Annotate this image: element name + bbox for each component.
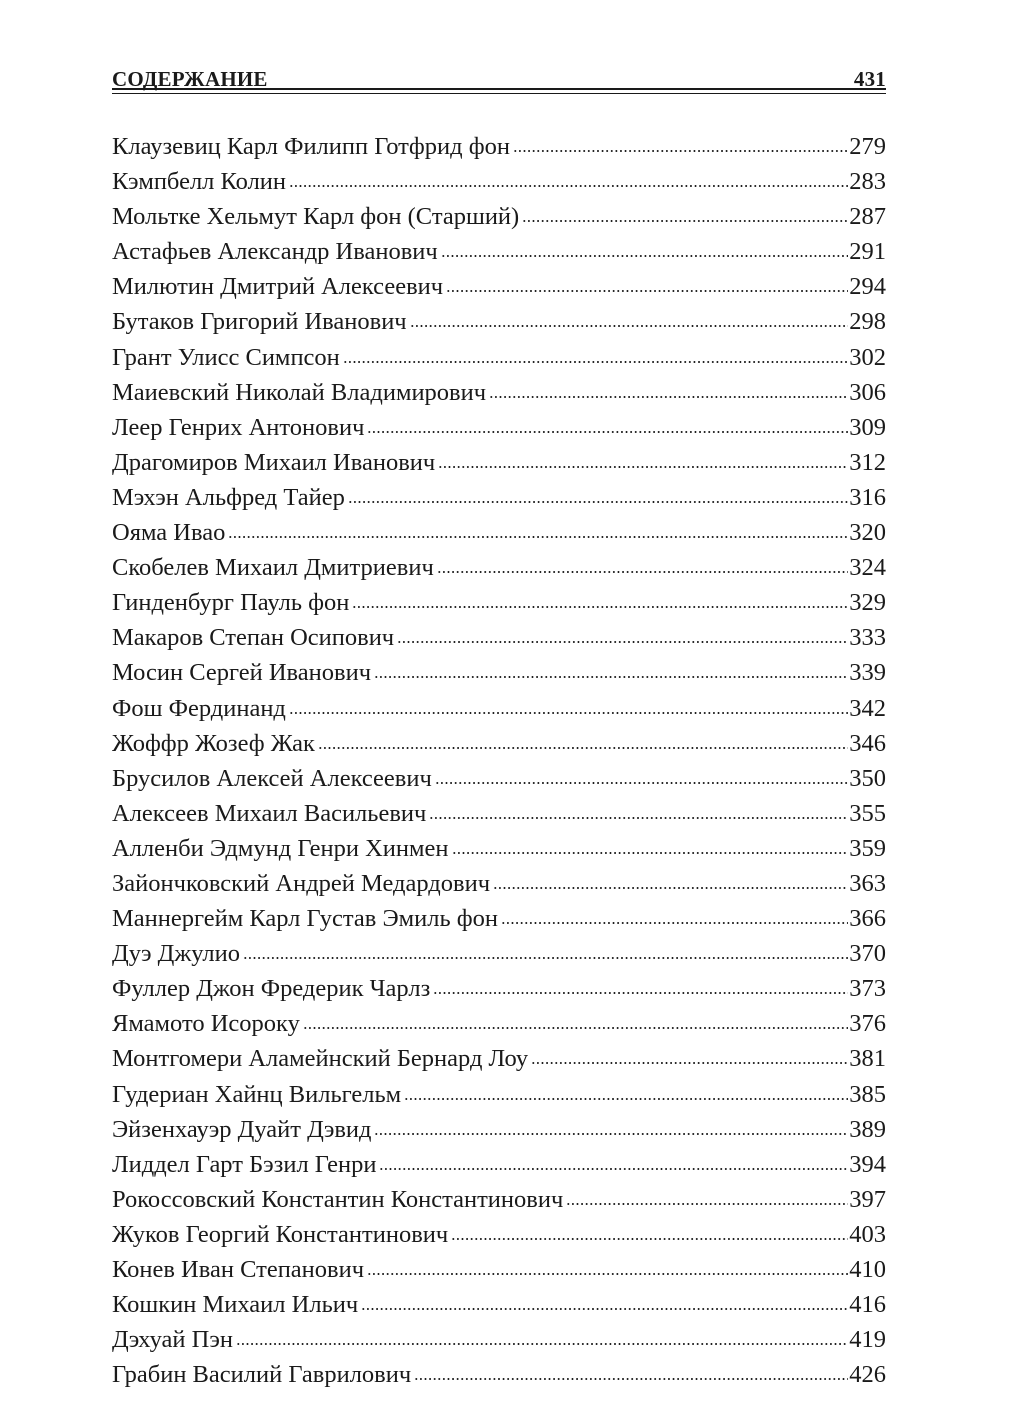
toc-entry-page: 363 <box>849 869 886 897</box>
toc-entry-title: Астафьев Александр Иванович <box>112 238 438 266</box>
toc-entry-page: 373 <box>849 975 886 1003</box>
toc-entry-page: 339 <box>849 659 886 687</box>
toc-entry-page: 298 <box>849 308 886 336</box>
toc-entry-page: 279 <box>849 133 886 160</box>
toc-dot-leader <box>449 1222 848 1242</box>
toc-entry-title: Эйзенхауэр Дуайт Дэвид <box>112 1115 372 1143</box>
toc-entry-page: 359 <box>849 834 886 862</box>
toc-entry-page: 370 <box>849 940 886 968</box>
toc-entry-title: Грабин Василий Гаврилович <box>112 1361 412 1389</box>
toc-entry <box>112 1252 886 1287</box>
toc-dot-leader <box>316 731 848 751</box>
toc-entry-page: 342 <box>849 694 886 722</box>
toc-dot-leader <box>439 239 849 259</box>
toc-dot-leader <box>341 345 848 365</box>
toc-entry-page: 333 <box>849 624 886 652</box>
toc-entry-page: 316 <box>849 483 886 511</box>
toc-entry-title: Кэмпбелл Колин <box>112 168 287 196</box>
toc-entry-title: Клаузевиц Карл Филипп Готфрид фон <box>112 133 510 160</box>
toc-entry-title: Дэхуай Пэн <box>112 1326 233 1354</box>
toc-entry-page: 385 <box>849 1080 886 1108</box>
toc-dot-leader <box>435 555 848 575</box>
toc-entry-page: 346 <box>849 729 886 757</box>
toc-entry <box>112 1077 886 1112</box>
toc-entry <box>112 901 886 936</box>
toc-dot-leader <box>487 380 848 400</box>
toc-dot-leader <box>408 309 849 329</box>
toc-entry <box>112 550 886 585</box>
toc-entry-page: 419 <box>849 1326 886 1354</box>
toc-entry-title: Жоффр Жозеф Жак <box>112 729 315 757</box>
toc-entry-title: Фуллер Джон Фредерик Чарлз <box>112 975 431 1003</box>
toc-entry-title: Кошкин Михаил Ильич <box>112 1291 359 1319</box>
toc-dot-leader <box>436 450 848 470</box>
toc-entry <box>112 936 886 971</box>
toc-entry <box>112 1147 886 1182</box>
toc-entry-page: 381 <box>849 1045 886 1073</box>
toc-entry-page: 410 <box>849 1256 886 1283</box>
toc-entry-title: Милютин Дмитрий Алексеевич <box>112 273 444 301</box>
toc-entry-page: 366 <box>849 905 886 933</box>
toc-entry <box>112 164 886 199</box>
toc-entry-page: 416 <box>849 1291 886 1319</box>
toc-entry <box>112 340 886 375</box>
toc-entry-page: 291 <box>849 238 886 266</box>
toc-dot-leader <box>395 625 848 645</box>
toc-entry-page: 306 <box>849 378 886 406</box>
toc-dot-leader <box>372 660 848 680</box>
toc-entry-title: Гудериан Хайнц Вильгельм <box>112 1080 402 1108</box>
toc-dot-leader <box>412 1362 848 1382</box>
toc-entry <box>112 831 886 866</box>
toc-entry-title: Мосин Сергей Иванович <box>112 659 372 687</box>
toc-dot-leader <box>234 1327 848 1347</box>
toc-entry-title: Грант Улисс Симпсон <box>112 343 340 371</box>
section-title: СОДЕРЖАНИЕ <box>112 67 268 91</box>
toc-entry-title: Ояма Ивао <box>112 519 226 547</box>
toc-entry-title: Маннергейм Карл Густав Эмиль фон <box>112 905 498 933</box>
toc-dot-leader <box>520 204 848 224</box>
toc-entry-title: Зайончковский Андрей Медардович <box>112 869 491 897</box>
toc-entry-page: 350 <box>849 764 886 792</box>
toc-dot-leader <box>365 415 848 435</box>
toc-dot-leader <box>444 274 848 294</box>
toc-entry <box>112 515 886 550</box>
toc-entry <box>112 445 886 480</box>
toc-dot-leader <box>365 1257 848 1277</box>
toc-entry-title: Макаров Степан Осипович <box>112 624 395 652</box>
toc-entry-page: 355 <box>849 799 886 827</box>
toc-dot-leader <box>511 134 848 154</box>
toc-entry <box>112 1217 886 1252</box>
toc-entry <box>112 480 886 515</box>
toc-entry-title: Рокоссовский Константин Константинович <box>112 1185 564 1213</box>
toc-entry <box>112 1182 886 1217</box>
toc-dot-leader <box>377 1152 848 1172</box>
toc-entry-title: Брусилов Алексей Алексеевич <box>112 764 432 792</box>
toc-dot-leader <box>564 1187 848 1207</box>
toc-entry-page: 389 <box>849 1115 886 1143</box>
toc-entry-page: 394 <box>849 1150 886 1178</box>
toc-dot-leader <box>491 871 848 891</box>
toc-entry-title: Мэхэн Альфред Тайер <box>112 483 345 511</box>
toc-entry <box>112 620 886 655</box>
toc-entry-title: Драгомиров Михаил Иванович <box>112 448 436 476</box>
toc-entry <box>112 1287 886 1322</box>
toc-entry-page: 302 <box>849 343 886 371</box>
toc-entry-title: Монтгомери Аламейнский Бернард Лоу <box>112 1045 529 1073</box>
toc-entry-page: 376 <box>849 1010 886 1038</box>
toc-dot-leader <box>499 906 848 926</box>
toc-dot-leader <box>431 976 848 996</box>
toc-dot-leader <box>372 1117 848 1137</box>
toc-entry <box>112 726 886 761</box>
toc-entry-page: 287 <box>849 203 886 231</box>
toc-entry <box>112 796 886 831</box>
toc-entry-title: Мольтке Хельмут Карл фон (Старший) <box>112 203 520 231</box>
toc-dot-leader <box>241 941 848 961</box>
toc-entry-title: Жуков Георгий Константинович <box>112 1220 449 1248</box>
toc-dot-leader <box>433 766 848 786</box>
toc-entry <box>112 199 886 234</box>
toc-entry-title: Алексеев Михаил Васильевич <box>112 799 427 827</box>
toc-dot-leader <box>350 590 848 610</box>
toc-dot-leader <box>427 801 848 821</box>
toc-entry-title: Скобелев Михаил Дмитриевич <box>112 554 434 582</box>
toc-entry-title: Алленби Эдмунд Генри Хинмен <box>112 834 449 862</box>
toc-dot-leader <box>226 520 848 540</box>
toc-entry-page: 312 <box>849 448 886 476</box>
toc-dot-leader <box>529 1046 848 1066</box>
toc-entry-page: 397 <box>849 1185 886 1213</box>
table-of-contents <box>112 129 886 1392</box>
toc-entry-page: 294 <box>849 273 886 301</box>
toc-dot-leader <box>287 696 848 716</box>
toc-entry <box>112 761 886 796</box>
toc-entry <box>112 866 886 901</box>
toc-entry-title: Гинденбург Пауль фон <box>112 589 350 617</box>
toc-entry-page: 329 <box>849 589 886 617</box>
toc-entry <box>112 1006 886 1041</box>
toc-dot-leader <box>359 1292 848 1312</box>
toc-entry-page: 324 <box>849 554 886 582</box>
toc-dot-leader <box>402 1082 848 1102</box>
toc-entry <box>112 585 886 620</box>
toc-entry <box>112 1322 886 1357</box>
toc-dot-leader <box>346 485 848 505</box>
toc-entry <box>112 410 886 445</box>
toc-entry <box>112 1112 886 1147</box>
page-number: 431 <box>853 67 886 91</box>
toc-entry-page: 309 <box>849 413 886 441</box>
toc-dot-leader <box>301 1011 848 1031</box>
toc-entry-title: Леер Генрих Антонович <box>112 413 365 441</box>
toc-entry <box>112 129 886 164</box>
running-head <box>112 58 886 92</box>
toc-entry-title: Лиддел Гарт Бэзил Генри <box>112 1150 377 1178</box>
toc-entry-title: Маиевский Николай Владимирович <box>112 378 487 406</box>
toc-entry-page: 320 <box>849 519 886 547</box>
toc-entry-page: 403 <box>849 1220 886 1248</box>
toc-entry-title: Бутаков Григорий Иванович <box>112 308 407 336</box>
toc-entry <box>112 234 886 269</box>
toc-entry <box>112 655 886 690</box>
toc-dot-leader <box>287 169 848 189</box>
toc-entry-page: 426 <box>849 1361 886 1389</box>
toc-entry-title: Конев Иван Степанович <box>112 1256 365 1283</box>
toc-entry-title: Дуэ Джулио <box>112 940 241 968</box>
toc-entry <box>112 1041 886 1076</box>
toc-entry <box>112 375 886 410</box>
toc-entry <box>112 269 886 304</box>
toc-entry-page: 283 <box>849 168 886 196</box>
toc-entry <box>112 304 886 339</box>
toc-dot-leader <box>450 836 849 856</box>
header-double-rule <box>112 88 886 94</box>
toc-entry-title: Ямамото Исороку <box>112 1010 300 1038</box>
toc-entry <box>112 1357 886 1392</box>
toc-entry <box>112 691 886 726</box>
toc-entry-title: Фош Фердинанд <box>112 694 286 722</box>
toc-entry <box>112 971 886 1006</box>
